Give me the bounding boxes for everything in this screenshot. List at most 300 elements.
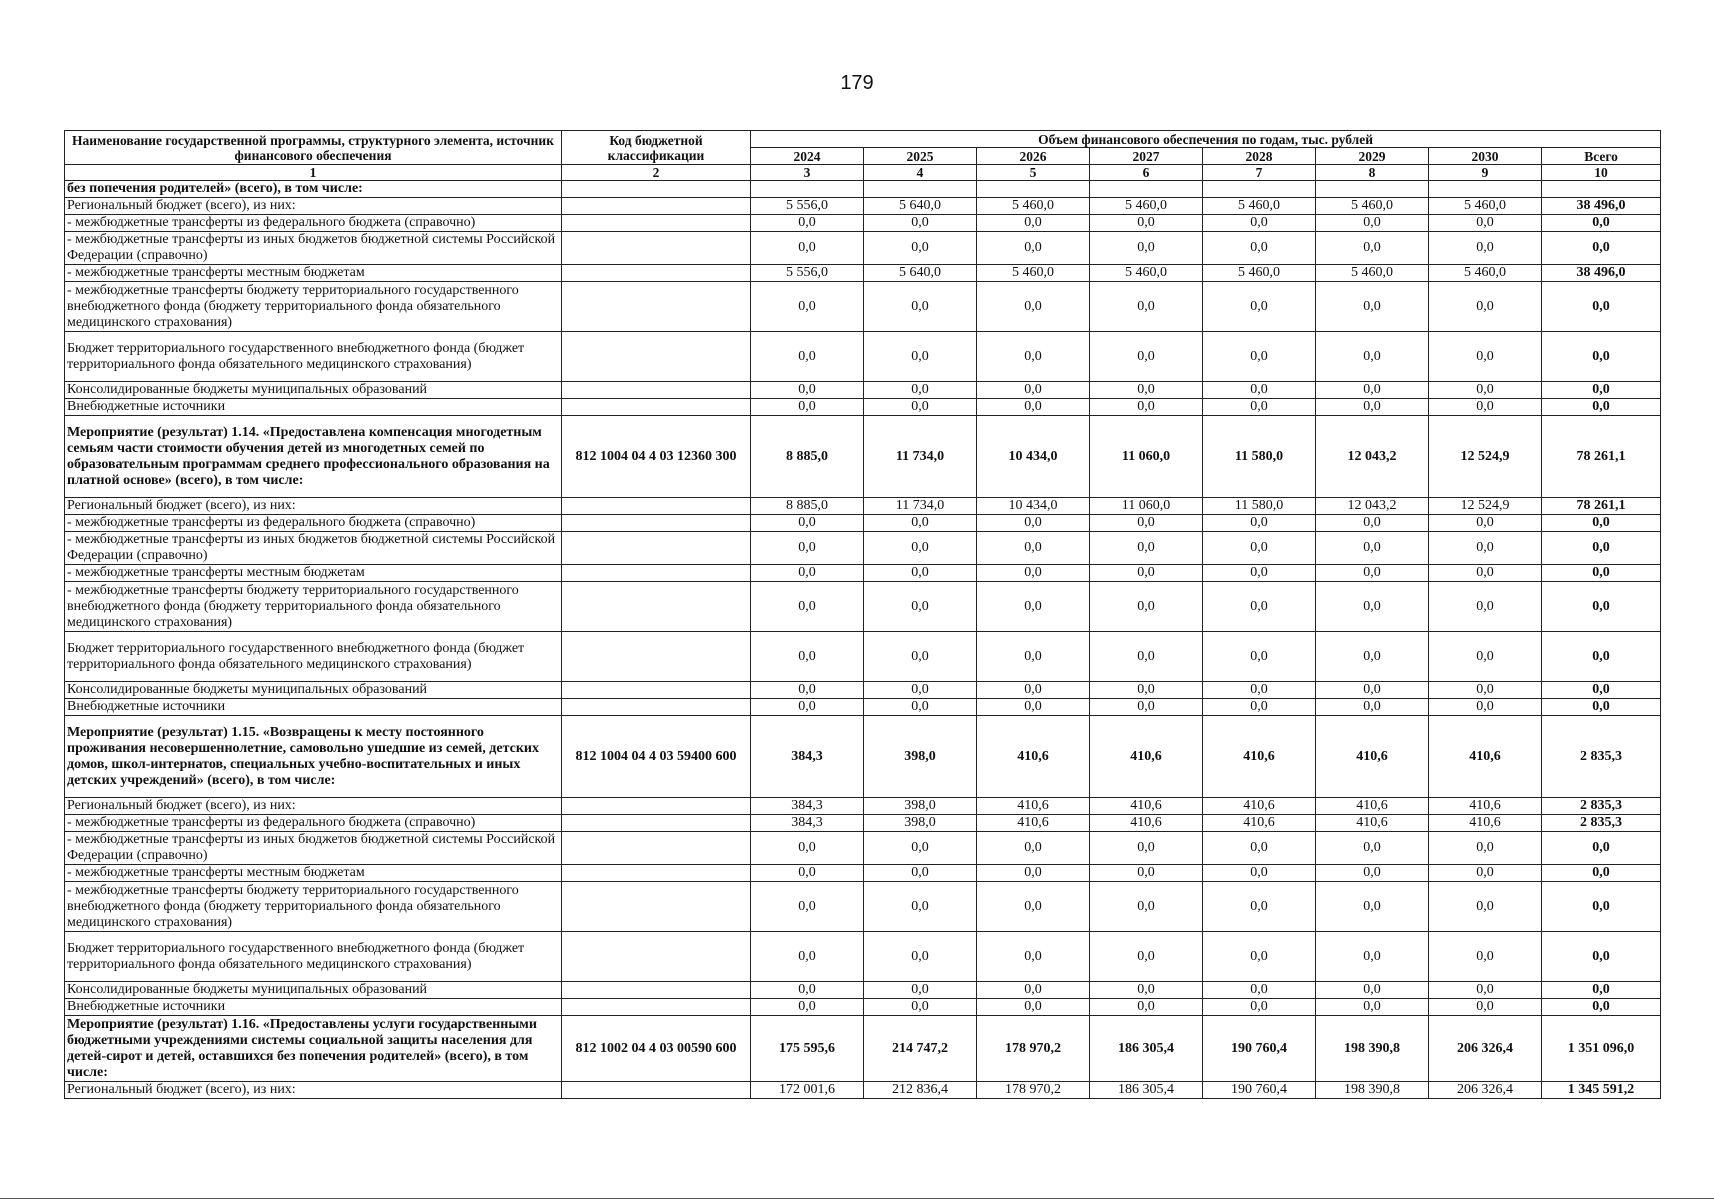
value-cell: 0,0 <box>1203 282 1316 332</box>
value-cell: 0,0 <box>1316 565 1429 582</box>
financing-table <box>64 130 1661 1099</box>
value-cell: 0,0 <box>1090 532 1203 565</box>
value-cell: 0,0 <box>1090 565 1203 582</box>
value-cell: 0,0 <box>977 232 1090 265</box>
value-cell: 0,0 <box>864 882 977 932</box>
value-cell: 0,0 <box>864 515 977 532</box>
value-cell <box>864 181 977 198</box>
value-cell: 0,0 <box>751 399 864 416</box>
value-cell: 410,6 <box>1203 716 1316 798</box>
value-cell: 410,6 <box>977 716 1090 798</box>
value-cell: 0,0 <box>1203 832 1316 865</box>
value-cell: 0,0 <box>864 999 977 1016</box>
value-cell: 0,0 <box>864 215 977 232</box>
value-cell: 0,0 <box>977 982 1090 999</box>
value-cell: 0,0 <box>1429 515 1542 532</box>
row-name-cell: - межбюджетные трансферты местным бюджетам <box>65 865 562 882</box>
value-cell: 0,0 <box>1203 532 1316 565</box>
total-value-cell: 0,0 <box>1542 982 1661 999</box>
value-cell: 384,3 <box>751 716 864 798</box>
value-cell: 11 580,0 <box>1203 498 1316 515</box>
value-cell: 0,0 <box>977 832 1090 865</box>
value-cell <box>1316 181 1429 198</box>
continuation-row <box>65 181 1661 198</box>
value-cell: 0,0 <box>1429 999 1542 1016</box>
value-cell: 198 390,8 <box>1316 1082 1429 1099</box>
value-cell: 0,0 <box>1203 332 1316 382</box>
header-year: 2027 <box>1090 148 1203 165</box>
event-code-cell: 812 1002 04 4 03 00590 600 <box>562 1016 751 1082</box>
value-cell: 0,0 <box>864 682 977 699</box>
value-cell: 172 001,6 <box>751 1082 864 1099</box>
value-cell: 410,6 <box>1090 716 1203 798</box>
value-cell: 5 640,0 <box>864 198 977 215</box>
value-cell: 0,0 <box>1203 865 1316 882</box>
row-code-cell <box>562 882 751 932</box>
value-cell: 0,0 <box>977 865 1090 882</box>
row-name-cell: Внебюджетные источники <box>65 399 562 416</box>
value-cell: 0,0 <box>751 632 864 682</box>
page-edge-line <box>0 1198 1714 1199</box>
value-cell: 190 760,4 <box>1203 1082 1316 1099</box>
total-value-cell: 0,0 <box>1542 832 1661 865</box>
value-cell: 398,0 <box>864 798 977 815</box>
value-cell: 0,0 <box>977 382 1090 399</box>
value-cell: 0,0 <box>751 582 864 632</box>
value-cell: 0,0 <box>1090 882 1203 932</box>
value-cell: 0,0 <box>1316 282 1429 332</box>
table-row <box>65 815 1661 832</box>
value-cell: 0,0 <box>977 632 1090 682</box>
total-value-cell: 2 835,3 <box>1542 815 1661 832</box>
header-code-cell: Код бюджетной классификации <box>562 131 751 165</box>
total-value-cell: 0,0 <box>1542 582 1661 632</box>
total-value-cell: 0,0 <box>1542 565 1661 582</box>
value-cell: 0,0 <box>1316 582 1429 632</box>
value-cell: 0,0 <box>1203 232 1316 265</box>
value-cell: 0,0 <box>977 399 1090 416</box>
event-row <box>65 716 1661 798</box>
table-row <box>65 682 1661 699</box>
value-cell: 178 970,2 <box>977 1016 1090 1082</box>
table-row <box>65 882 1661 932</box>
row-code-cell <box>562 815 751 832</box>
value-cell: 0,0 <box>1090 932 1203 982</box>
value-cell: 0,0 <box>1203 215 1316 232</box>
row-name-cell: - межбюджетные трансферты из иных бюджетов бюджетной системы Российской Федерации (справочно) <box>65 232 562 265</box>
total-value-cell: 38 496,0 <box>1542 265 1661 282</box>
row-name-cell: без попечения родителей» (всего), в том числе: <box>65 181 562 198</box>
row-name-cell: - межбюджетные трансферты из иных бюджетов бюджетной системы Российской Федерации (справочно) <box>65 832 562 865</box>
value-cell: 0,0 <box>751 565 864 582</box>
value-cell: 11 060,0 <box>1090 416 1203 498</box>
row-name-cell: Консолидированные бюджеты муниципальных образований <box>65 682 562 699</box>
total-value-cell: 0,0 <box>1542 999 1661 1016</box>
row-code-cell <box>562 515 751 532</box>
value-cell: 11 580,0 <box>1203 416 1316 498</box>
event-code-cell: 812 1004 04 4 03 59400 600 <box>562 716 751 798</box>
value-cell: 0,0 <box>1316 215 1429 232</box>
value-cell: 410,6 <box>1203 815 1316 832</box>
value-cell: 0,0 <box>977 532 1090 565</box>
value-cell: 0,0 <box>977 332 1090 382</box>
table-row <box>65 515 1661 532</box>
value-cell: 0,0 <box>1429 382 1542 399</box>
value-cell: 0,0 <box>1429 882 1542 932</box>
value-cell: 0,0 <box>1316 882 1429 932</box>
value-cell: 0,0 <box>864 932 977 982</box>
total-value-cell: 0,0 <box>1542 632 1661 682</box>
header-col-number: 10 <box>1542 165 1661 181</box>
row-name-cell: - межбюджетные трансферты местным бюджетам <box>65 565 562 582</box>
value-cell: 0,0 <box>977 699 1090 716</box>
row-code-cell <box>562 582 751 632</box>
value-cell: 384,3 <box>751 798 864 815</box>
value-cell: 0,0 <box>1316 332 1429 382</box>
value-cell: 10 434,0 <box>977 498 1090 515</box>
value-cell: 0,0 <box>1316 232 1429 265</box>
header-volume-cell: Объем финансового обеспечения по годам, тыс. рублей <box>751 131 1661 148</box>
value-cell: 5 460,0 <box>1429 198 1542 215</box>
row-code-cell <box>562 1082 751 1099</box>
table-body <box>65 181 1661 1099</box>
row-code-cell <box>562 399 751 416</box>
value-cell: 0,0 <box>864 399 977 416</box>
total-value-cell: 1 345 591,2 <box>1542 1082 1661 1099</box>
value-cell: 410,6 <box>1316 798 1429 815</box>
total-value-cell: 78 261,1 <box>1542 416 1661 498</box>
value-cell: 0,0 <box>864 582 977 632</box>
value-cell: 10 434,0 <box>977 416 1090 498</box>
row-code-cell <box>562 798 751 815</box>
row-code-cell <box>562 632 751 682</box>
value-cell: 175 595,6 <box>751 1016 864 1082</box>
value-cell: 0,0 <box>1316 682 1429 699</box>
header-year: 2026 <box>977 148 1090 165</box>
value-cell: 0,0 <box>1316 699 1429 716</box>
header-col-number: 5 <box>977 165 1090 181</box>
value-cell: 0,0 <box>751 699 864 716</box>
value-cell: 0,0 <box>864 382 977 399</box>
table-row <box>65 798 1661 815</box>
table-row <box>65 215 1661 232</box>
value-cell: 0,0 <box>1429 982 1542 999</box>
value-cell <box>1542 181 1661 198</box>
table-row <box>65 332 1661 382</box>
value-cell: 8 885,0 <box>751 416 864 498</box>
row-code-cell <box>562 332 751 382</box>
value-cell: 0,0 <box>1090 382 1203 399</box>
event-name-cell: Мероприятие (результат) 1.16. «Предоставлены услуги государственными бюджетными учреждениями системы социальной защиты населения для детей-сирот и детей, оставшихся без попечения родителей» (всего), в том числе: <box>65 1016 562 1082</box>
value-cell: 384,3 <box>751 815 864 832</box>
value-cell: 0,0 <box>864 232 977 265</box>
row-name-cell: - межбюджетные трансферты бюджету территориального государственного внебюджетного фонда (бюджету территориального фонда обязательного медицинского страхования) <box>65 282 562 332</box>
value-cell: 0,0 <box>1090 699 1203 716</box>
value-cell: 0,0 <box>977 582 1090 632</box>
header-year: 2029 <box>1316 148 1429 165</box>
value-cell: 0,0 <box>1203 382 1316 399</box>
total-value-cell: 0,0 <box>1542 865 1661 882</box>
row-code-cell <box>562 265 751 282</box>
value-cell: 0,0 <box>1316 999 1429 1016</box>
value-cell: 0,0 <box>1429 565 1542 582</box>
total-value-cell: 78 261,1 <box>1542 498 1661 515</box>
value-cell: 5 460,0 <box>977 265 1090 282</box>
table-row <box>65 282 1661 332</box>
row-name-cell: Бюджет территориального государственного внебюджетного фонда (бюджет территориального фонда обязательного медицинского страхования) <box>65 632 562 682</box>
value-cell: 0,0 <box>1090 865 1203 882</box>
value-cell: 0,0 <box>1090 399 1203 416</box>
value-cell: 0,0 <box>977 215 1090 232</box>
value-cell: 0,0 <box>751 232 864 265</box>
value-cell: 410,6 <box>1203 798 1316 815</box>
event-name-cell: Мероприятие (результат) 1.14. «Предоставлена компенсация многодетным семьям части стоимости обучения детей из многодетных семей по образовательным программам среднего профессионального образования на платной основе» (всего), в том числе: <box>65 416 562 498</box>
value-cell: 5 640,0 <box>864 265 977 282</box>
row-code-cell <box>562 699 751 716</box>
row-name-cell: Внебюджетные источники <box>65 699 562 716</box>
header-col-number: 9 <box>1429 165 1542 181</box>
value-cell: 0,0 <box>864 565 977 582</box>
value-cell: 0,0 <box>977 932 1090 982</box>
row-name-cell: Региональный бюджет (всего), из них: <box>65 798 562 815</box>
row-code-cell <box>562 232 751 265</box>
value-cell: 0,0 <box>751 982 864 999</box>
header-col-number: 8 <box>1316 165 1429 181</box>
value-cell: 5 460,0 <box>977 198 1090 215</box>
total-value-cell: 0,0 <box>1542 932 1661 982</box>
row-name-cell: - межбюджетные трансферты из федерального бюджета (справочно) <box>65 815 562 832</box>
value-cell: 0,0 <box>1090 582 1203 632</box>
value-cell: 5 460,0 <box>1429 265 1542 282</box>
table-row <box>65 865 1661 882</box>
value-cell: 206 326,4 <box>1429 1082 1542 1099</box>
value-cell <box>1090 181 1203 198</box>
value-cell: 0,0 <box>1203 682 1316 699</box>
total-value-cell: 2 835,3 <box>1542 798 1661 815</box>
value-cell <box>1429 181 1542 198</box>
row-code-cell <box>562 498 751 515</box>
value-cell: 0,0 <box>1090 232 1203 265</box>
value-cell: 0,0 <box>751 932 864 982</box>
header-year-total: Всего <box>1542 148 1661 165</box>
table-row <box>65 582 1661 632</box>
value-cell: 0,0 <box>1203 515 1316 532</box>
value-cell <box>751 181 864 198</box>
header-col-number: 6 <box>1090 165 1203 181</box>
value-cell: 0,0 <box>751 682 864 699</box>
row-name-cell: Бюджет территориального государственного внебюджетного фонда (бюджет территориального фонда обязательного медицинского страхования) <box>65 332 562 382</box>
value-cell: 5 460,0 <box>1090 265 1203 282</box>
value-cell: 0,0 <box>1090 999 1203 1016</box>
value-cell: 410,6 <box>1316 716 1429 798</box>
value-cell: 0,0 <box>977 282 1090 332</box>
header-col-number: 3 <box>751 165 864 181</box>
row-name-cell: - межбюджетные трансферты из федерального бюджета (справочно) <box>65 515 562 532</box>
value-cell: 0,0 <box>751 382 864 399</box>
table-row <box>65 232 1661 265</box>
value-cell: 5 556,0 <box>751 198 864 215</box>
value-cell: 0,0 <box>1203 699 1316 716</box>
value-cell: 0,0 <box>1429 399 1542 416</box>
header-year: 2024 <box>751 148 864 165</box>
value-cell: 12 524,9 <box>1429 498 1542 515</box>
value-cell: 0,0 <box>1203 982 1316 999</box>
value-cell: 0,0 <box>1316 932 1429 982</box>
value-cell: 0,0 <box>864 282 977 332</box>
header-name-cell: Наименование государственной программы, структурного элемента, источник финансового обеспечения <box>65 131 562 165</box>
table-row <box>65 699 1661 716</box>
total-value-cell: 0,0 <box>1542 399 1661 416</box>
value-cell: 0,0 <box>751 215 864 232</box>
value-cell: 0,0 <box>1429 332 1542 382</box>
value-cell: 410,6 <box>1429 798 1542 815</box>
value-cell: 0,0 <box>977 682 1090 699</box>
row-code-cell <box>562 382 751 399</box>
table-row <box>65 198 1661 215</box>
value-cell: 410,6 <box>1090 798 1203 815</box>
total-value-cell: 0,0 <box>1542 332 1661 382</box>
value-cell: 0,0 <box>1203 565 1316 582</box>
value-cell: 0,0 <box>1090 982 1203 999</box>
event-name-cell: Мероприятие (результат) 1.15. «Возвращены к месту постоянного проживания несовершеннолетние, самовольно ушедшие из семей, детских домов, школ-интернатов, специальных учебно-воспитательных и иных детских учреждений» (всего), в том числе: <box>65 716 562 798</box>
row-name-cell: Региональный бюджет (всего), из них: <box>65 1082 562 1099</box>
total-value-cell: 0,0 <box>1542 532 1661 565</box>
value-cell: 0,0 <box>864 865 977 882</box>
value-cell: 398,0 <box>864 716 977 798</box>
value-cell: 5 460,0 <box>1316 198 1429 215</box>
value-cell: 0,0 <box>1429 282 1542 332</box>
value-cell: 0,0 <box>1429 682 1542 699</box>
value-cell: 0,0 <box>864 982 977 999</box>
table-row <box>65 565 1661 582</box>
event-row <box>65 416 1661 498</box>
value-cell: 410,6 <box>1090 815 1203 832</box>
row-name-cell: - межбюджетные трансферты из иных бюджетов бюджетной системы Российской Федерации (справочно) <box>65 532 562 565</box>
value-cell: 0,0 <box>1090 282 1203 332</box>
value-cell: 0,0 <box>1090 632 1203 682</box>
value-cell: 5 460,0 <box>1203 198 1316 215</box>
total-value-cell: 0,0 <box>1542 382 1661 399</box>
row-code-cell <box>562 832 751 865</box>
value-cell: 0,0 <box>1203 632 1316 682</box>
value-cell: 0,0 <box>1203 882 1316 932</box>
value-cell: 0,0 <box>1090 832 1203 865</box>
row-code-cell <box>562 532 751 565</box>
row-name-cell: Бюджет территориального государственного внебюджетного фонда (бюджет территориального фонда обязательного медицинского страхования) <box>65 932 562 982</box>
value-cell: 0,0 <box>1316 515 1429 532</box>
value-cell: 410,6 <box>1316 815 1429 832</box>
value-cell: 5 460,0 <box>1203 265 1316 282</box>
row-code-cell <box>562 198 751 215</box>
value-cell: 410,6 <box>1429 815 1542 832</box>
value-cell: 0,0 <box>751 332 864 382</box>
value-cell: 410,6 <box>977 798 1090 815</box>
value-cell: 5 556,0 <box>751 265 864 282</box>
row-code-cell <box>562 282 751 332</box>
header-col-number: 7 <box>1203 165 1316 181</box>
row-name-cell: Региональный бюджет (всего), из них: <box>65 498 562 515</box>
value-cell: 0,0 <box>864 332 977 382</box>
value-cell: 0,0 <box>1429 582 1542 632</box>
value-cell: 0,0 <box>1429 932 1542 982</box>
value-cell: 12 043,2 <box>1316 416 1429 498</box>
table-row <box>65 832 1661 865</box>
value-cell: 206 326,4 <box>1429 1016 1542 1082</box>
value-cell: 0,0 <box>1090 215 1203 232</box>
value-cell: 178 970,2 <box>977 1082 1090 1099</box>
value-cell: 214 747,2 <box>864 1016 977 1082</box>
table-header <box>65 131 1661 181</box>
event-code-cell: 812 1004 04 4 03 12360 300 <box>562 416 751 498</box>
table-row <box>65 932 1661 982</box>
row-code-cell <box>562 982 751 999</box>
value-cell: 0,0 <box>751 882 864 932</box>
value-cell: 0,0 <box>751 999 864 1016</box>
total-value-cell: 0,0 <box>1542 515 1661 532</box>
value-cell: 0,0 <box>1429 699 1542 716</box>
value-cell: 0,0 <box>1090 332 1203 382</box>
total-value-cell: 2 835,3 <box>1542 716 1661 798</box>
header-col-number: 2 <box>562 165 751 181</box>
value-cell: 0,0 <box>1429 632 1542 682</box>
value-cell: 0,0 <box>1316 382 1429 399</box>
total-value-cell: 0,0 <box>1542 232 1661 265</box>
value-cell: 0,0 <box>977 999 1090 1016</box>
value-cell: 0,0 <box>864 632 977 682</box>
value-cell: 0,0 <box>1429 832 1542 865</box>
value-cell: 5 460,0 <box>1090 198 1203 215</box>
value-cell: 0,0 <box>1203 999 1316 1016</box>
header-year: 2028 <box>1203 148 1316 165</box>
value-cell: 410,6 <box>1429 716 1542 798</box>
value-cell: 186 305,4 <box>1090 1016 1203 1082</box>
value-cell: 0,0 <box>1316 399 1429 416</box>
row-name-cell: Консолидированные бюджеты муниципальных образований <box>65 982 562 999</box>
value-cell: 198 390,8 <box>1316 1016 1429 1082</box>
value-cell: 410,6 <box>977 815 1090 832</box>
value-cell: 0,0 <box>1316 982 1429 999</box>
row-code-cell <box>562 932 751 982</box>
value-cell: 8 885,0 <box>751 498 864 515</box>
table-row <box>65 1082 1661 1099</box>
value-cell: 11 060,0 <box>1090 498 1203 515</box>
row-name-cell: - межбюджетные трансферты местным бюджетам <box>65 265 562 282</box>
value-cell: 0,0 <box>751 532 864 565</box>
table-row <box>65 498 1661 515</box>
value-cell <box>1203 181 1316 198</box>
value-cell: 0,0 <box>1429 865 1542 882</box>
value-cell: 0,0 <box>751 832 864 865</box>
table-row <box>65 265 1661 282</box>
value-cell: 0,0 <box>1316 632 1429 682</box>
total-value-cell: 1 351 096,0 <box>1542 1016 1661 1082</box>
row-code-cell <box>562 999 751 1016</box>
value-cell: 12 524,9 <box>1429 416 1542 498</box>
value-cell: 0,0 <box>1090 515 1203 532</box>
page-number: 179 <box>840 72 874 94</box>
table-row <box>65 982 1661 999</box>
row-code-cell <box>562 682 751 699</box>
value-cell <box>977 181 1090 198</box>
header-col-number: 1 <box>65 165 562 181</box>
value-cell: 212 836,4 <box>864 1082 977 1099</box>
value-cell: 0,0 <box>1090 682 1203 699</box>
total-value-cell: 38 496,0 <box>1542 198 1661 215</box>
row-name-cell: Консолидированные бюджеты муниципальных образований <box>65 382 562 399</box>
value-cell: 0,0 <box>977 565 1090 582</box>
header-year: 2025 <box>864 148 977 165</box>
value-cell: 190 760,4 <box>1203 1016 1316 1082</box>
